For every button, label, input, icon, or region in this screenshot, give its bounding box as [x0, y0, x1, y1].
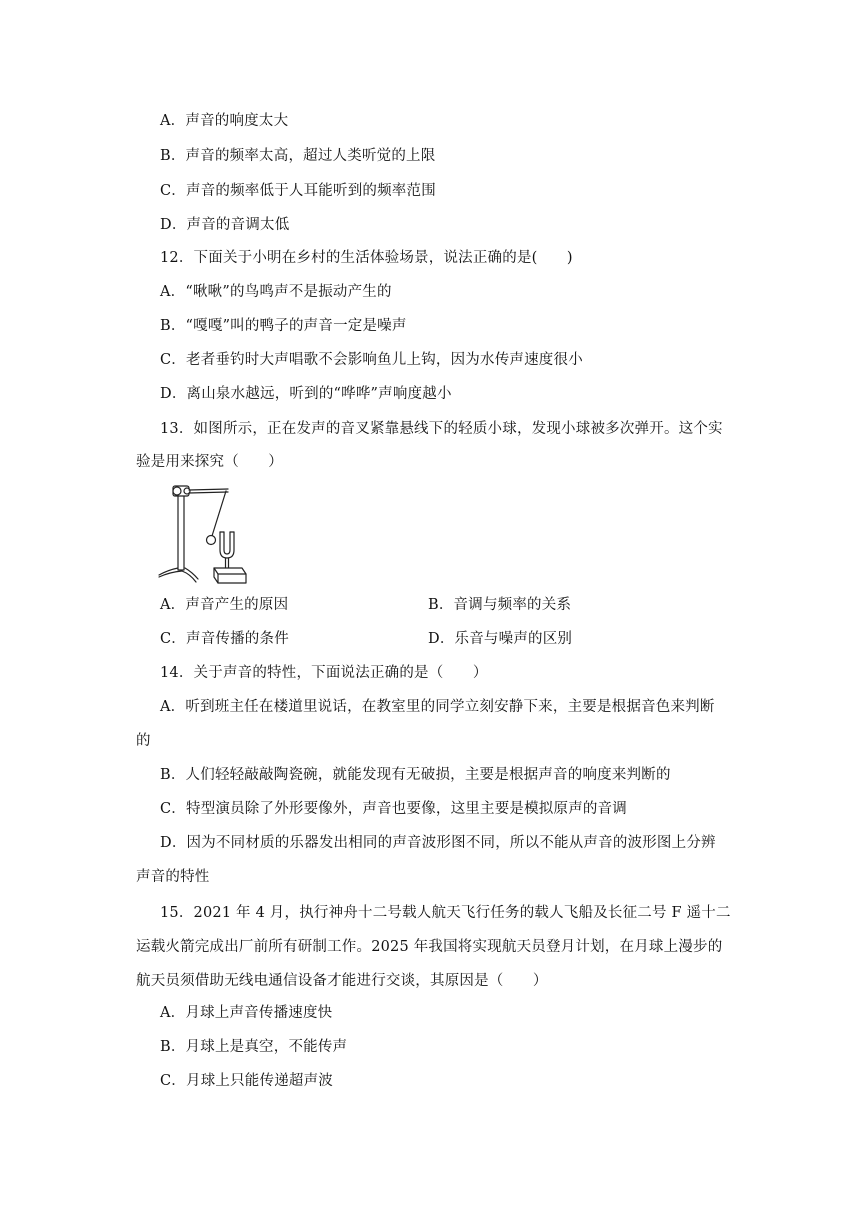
q13-option-d: D．乐音与噪声的区别: [428, 631, 573, 647]
q11-option-c: C．声音的频率低于人耳能听到的频率范围: [160, 183, 436, 199]
q13-option-b: B．音调与频率的关系: [428, 597, 572, 613]
q13-option-a: A．声音产生的原因: [160, 597, 289, 613]
q12-option-b: B．“嘎嘎”叫的鸭子的声音一定是噪声: [160, 318, 407, 334]
q14-option-d-line2: 声音的特性: [136, 869, 210, 885]
q11-option-a: A．声音的响度太大: [160, 113, 289, 129]
q12-option-a: A．“啾啾”的鸟鸣声不是振动产生的: [160, 284, 392, 300]
q15-option-b: B．月球上是真空，不能传声: [160, 1039, 348, 1055]
q11-option-b: B．声音的频率太高，超过人类听觉的上限: [160, 148, 436, 164]
q13-stem-line1: 13．如图所示，正在发声的音叉紧靠悬线下的轻质小球，发现小球被多次弹开。这个实: [160, 421, 723, 437]
q15-stem-line3: 航天员须借助无线电通信设备才能进行交谈，其原因是（ ）: [136, 973, 548, 989]
q14-option-b: B．人们轻轻敲敲陶瓷碗，就能发现有无破损，主要是根据声音的响度来判断的: [160, 767, 671, 783]
q15-stem-line1: 15．2021 年 4 月，执行神舟十二号载人航天飞行任务的载人飞船及长征二号 F 遥十二: [160, 905, 731, 921]
q13-option-c: C．声音传播的条件: [160, 631, 289, 647]
q12-stem: 12．下面关于小明在乡村的生活体验场景，说法正确的是( ): [160, 250, 573, 266]
q14-option-a-line1: A．听到班主任在楼道里说话，在教室里的同学立刻安静下来，主要是根据音色来判断: [160, 699, 715, 715]
q14-stem: 14．关于声音的特性，下面说法正确的是（ ）: [160, 665, 488, 681]
q15-stem-line2: 运载火箭完成出厂前所有研制工作。2025 年我国将实现航天员登月计划，在月球上漫步的: [136, 939, 723, 955]
q12-option-d: D．离山泉水越远，听到的“哗哗”声响度越小: [160, 386, 452, 402]
q15-option-c: C．月球上只能传递超声波: [160, 1073, 333, 1089]
q15-option-a: A．月球上声音传播速度快: [160, 1005, 333, 1021]
q13-stem-line2: 验是用来探究（ ）: [136, 454, 283, 470]
q11-option-d: D．声音的音调太低: [160, 217, 290, 233]
q14-option-a-line2: 的: [136, 733, 151, 749]
q14-option-d-line1: D．因为不同材质的乐器发出相同的声音波形图不同，所以不能从声音的波形图上分辨: [160, 835, 716, 851]
tuning-fork-figure: [156, 480, 252, 584]
q14-option-c: C．特型演员除了外形要像外，声音也要像，这里主要是模拟原声的音调: [160, 801, 627, 817]
q12-option-c: C．老者垂钓时大声唱歌不会影响鱼儿上钩，因为水传声速度很小: [160, 352, 583, 368]
